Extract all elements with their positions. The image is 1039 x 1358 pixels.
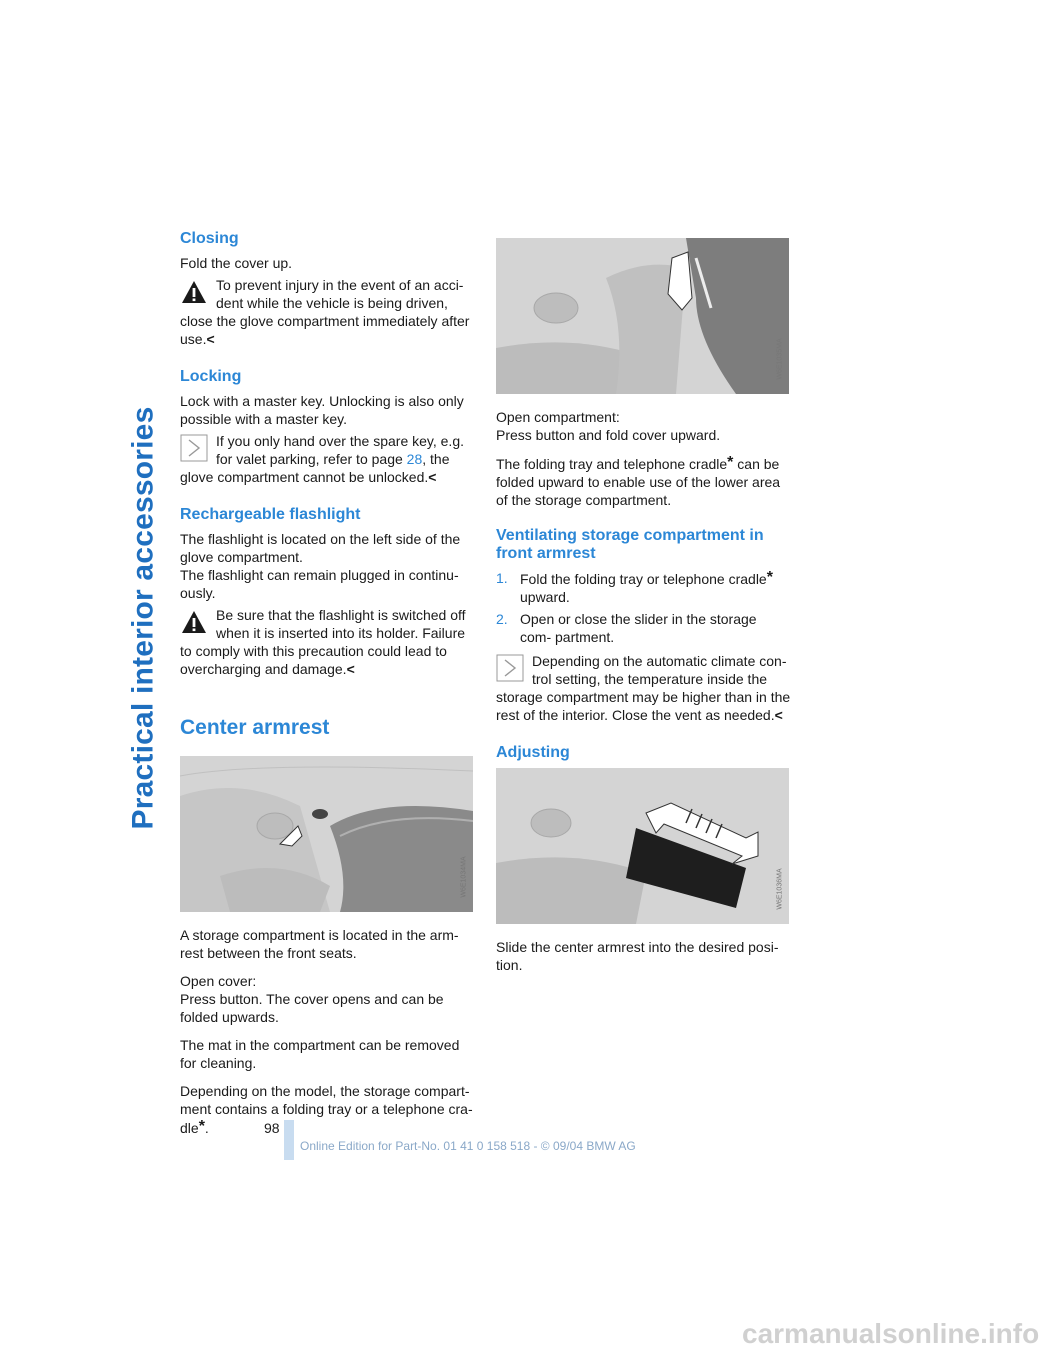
- armrest-open-text: Press button. The cover opens and can be folded upwards.: [180, 991, 444, 1025]
- armrest-model-text-end: .: [204, 1120, 209, 1136]
- flashlight-note-rest: to comply with this precaution could lead to overcharging and damage.: [180, 643, 447, 677]
- watermark-logo: carmanualsonline.info: [742, 1318, 1039, 1349]
- armrest-model-text: [180, 1082, 475, 1137]
- step-text: Fold the folding tray or telephone cradle: [520, 571, 767, 587]
- note-arrow-icon: [496, 654, 524, 682]
- warning-icon: [180, 608, 208, 636]
- vent-note-rest: storage compartment may be higher than in the rest of the interior. Close the vent as needed.: [496, 689, 791, 723]
- locking-text: Lock with a master key. Unlocking is also only possible with a master key.: [180, 393, 464, 427]
- flashlight-note-line2: when it is inserted into its holder. Failure: [216, 625, 466, 641]
- closing-text: Fold the cover up.: [180, 255, 293, 271]
- ventilating-info-note: [496, 652, 791, 724]
- center-armrest-heading: Center armrest: [180, 716, 330, 739]
- optional-equipment-star: *: [727, 454, 734, 471]
- armrest-model-text-body: Depending on the model, the storage compart- ment contains a folding tray or a telephone cra- dle: [180, 1083, 473, 1136]
- page-reference-link[interactable]: 28: [406, 451, 423, 467]
- note-arrow-icon: [180, 434, 208, 462]
- armrest-button-illustration: [180, 756, 473, 912]
- step-number: 1.: [496, 570, 508, 586]
- end-marker: <: [428, 469, 437, 485]
- optional-equipment-star: *: [766, 569, 773, 586]
- flashlight-heading: Rechargeable flashlight: [180, 506, 361, 523]
- step-number: 2.: [496, 611, 508, 627]
- step-text: Open or close the slider in the storage com- partment.: [520, 611, 757, 645]
- tray-text-post: can be folded upward to enable use of the lower area of the storage compartment.: [496, 456, 781, 508]
- tray-text-pre: The folding tray and telephone cradle: [496, 456, 728, 472]
- closing-warning-note: [180, 276, 475, 348]
- closing-note-rest: close the glove compartment immediately after use.: [180, 313, 470, 347]
- vent-note-line1: Depending on the automatic climate con-: [532, 653, 787, 669]
- left-column: [180, 230, 475, 1141]
- locking-heading: Locking: [180, 368, 242, 385]
- locking-note-line2-pre: for valet parking, refer to page: [216, 451, 407, 467]
- footer-bar: [284, 1120, 294, 1160]
- open-compartment-label: Open compartment:: [496, 409, 620, 425]
- closing-heading: Closing: [180, 230, 239, 247]
- armrest-open-label: Open cover:: [180, 973, 257, 989]
- ventilating-steps: [496, 569, 791, 646]
- ventilating-heading: Ventilating storage compartment in front armrest: [496, 527, 764, 562]
- figure-code: W6E1035MA: [776, 338, 784, 380]
- figure-code: W6E1036MA: [776, 868, 784, 910]
- figure-code: W6E1034MA: [460, 856, 468, 898]
- warning-icon: [180, 278, 208, 306]
- step-item: [496, 569, 791, 606]
- vent-note-line2: trol setting, the temperature inside the: [532, 671, 768, 687]
- flashlight-text1: The flashlight is located on the left side of the glove compartment.: [180, 531, 461, 565]
- armrest-mat-text: The mat in the compartment can be removed for cleaning.: [180, 1037, 460, 1071]
- adjusting-text: Slide the center armrest into the desired posi- tion.: [496, 939, 779, 973]
- armrest-text1: A storage compartment is located in the arm- rest between the front seats.: [180, 927, 459, 961]
- flashlight-warning-note: [180, 606, 475, 678]
- open-compartment-text: Press button and fold cover upward.: [496, 427, 721, 443]
- locking-note-line1: If you only hand over the spare key, e.g.: [216, 433, 465, 449]
- right-column: [496, 238, 791, 978]
- locking-info-note: [180, 432, 475, 486]
- adjusting-illustration: [496, 768, 789, 924]
- end-marker: <: [206, 331, 215, 347]
- step-item: [496, 610, 791, 646]
- footer-edition-text: Online Edition for Part-No. 01 41 0 158 518 - © 09/04 BMW AG: [300, 1139, 636, 1153]
- locking-note-line2-post: , the: [422, 451, 450, 467]
- closing-note-line1: To prevent injury in the event of an acci-: [216, 277, 464, 293]
- end-marker: <: [774, 707, 783, 723]
- optional-equipment-star: *: [198, 1118, 205, 1135]
- chapter-side-title: [118, 228, 168, 1008]
- step-text-end: upward.: [520, 589, 570, 605]
- chapter-title-text: Practical interior accessories: [126, 406, 160, 830]
- closing-note-line2: dent while the vehicle is being driven,: [216, 295, 448, 311]
- flashlight-note-line1: Be sure that the flashlight is switched off: [216, 607, 466, 623]
- flashlight-text2: The flashlight can remain plugged in continu- ously.: [180, 567, 459, 601]
- open-compartment-illustration: [496, 238, 789, 394]
- end-marker: <: [346, 661, 355, 677]
- locking-note-rest: glove compartment cannot be unlocked.: [180, 469, 429, 485]
- page-number: 98: [264, 1120, 280, 1136]
- adjusting-heading: Adjusting: [496, 744, 570, 761]
